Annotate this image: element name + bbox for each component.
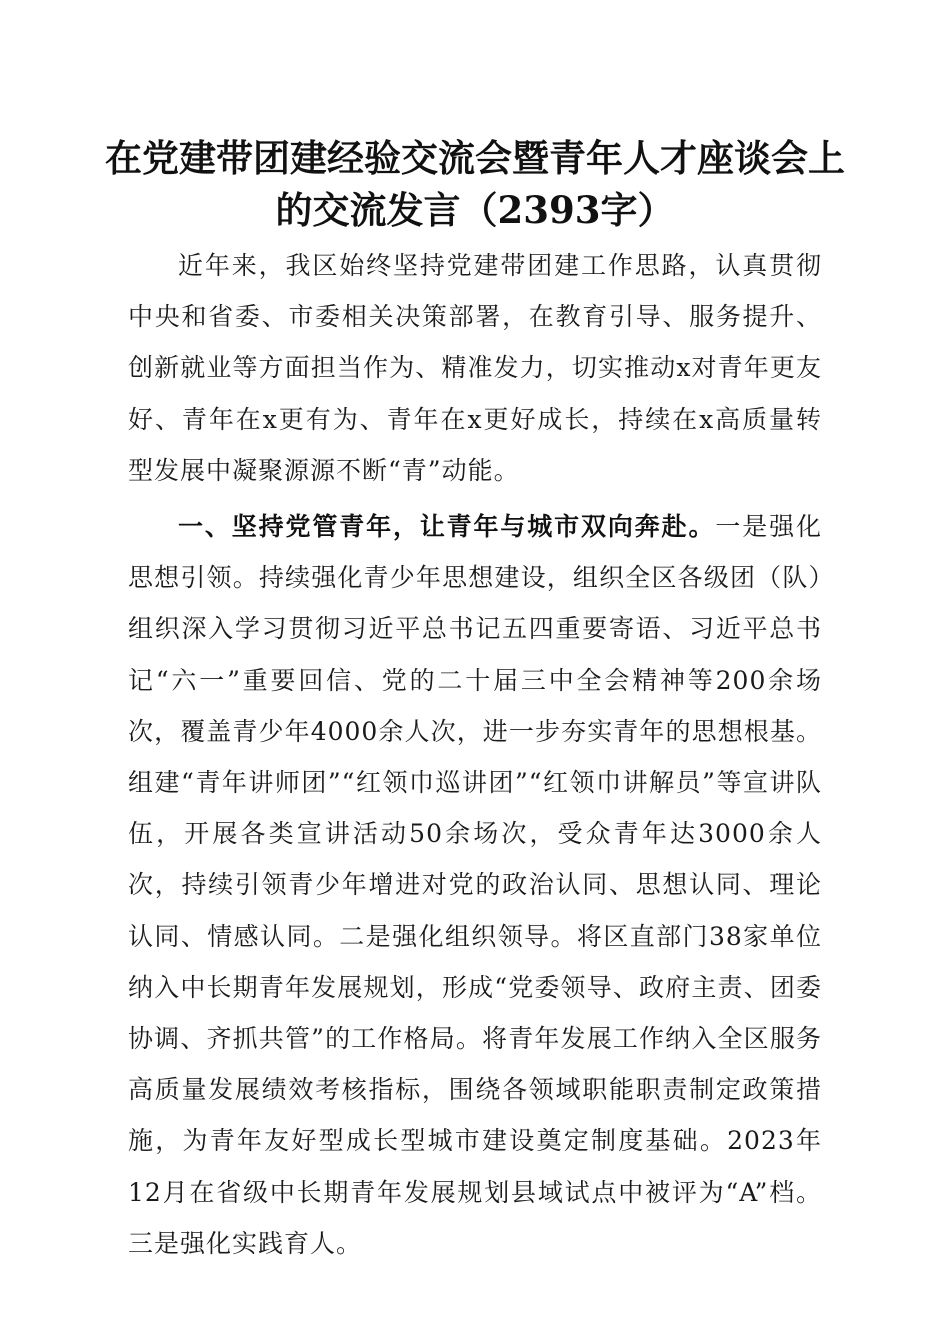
section-one-text: 一是强化思想引领。持续强化青少年思想建设，组织全区各级团（队）组织深入学习贯彻习近平总书记五四重要寄语、习近平总书记“六一”重要回信、党的二十届三中全会精神等200余场次，覆盖青少年4000余人次，进一步夯实青年的思想根基。组建“青年讲师团”“红领巾巡讲团”“红领巾讲解员”等宣讲队伍，开展各类宣讲活动50余场次，受众青年达3000余人次，持续引领青少年增进对党的政治认同、思想认同、理论认同、情感认同。二是强化组织领导。将区直部门38家单位纳入中长期青年发展规划，形成“党委领导、政府主责、团委协调、齐抓共管”的工作格局。将青年发展工作纳入全区服务高质量发展绩效考核指标，围绕各领域职能职责制定政策措施，为青年友好型成长型城市建设奠定制度基础。2023年12月在省级中长期青年发展规划县域试点中被评为“A”档。三是强化实践育人。 <box>128 512 822 1258</box>
document-title: 在党建带团建经验交流会暨青年人才座谈会上的交流发言（2393字） <box>105 136 845 232</box>
section-one-paragraph <box>128 501 822 1269</box>
intro-paragraph <box>128 240 822 496</box>
intro-paragraph-text: 近年来，我区始终坚持党建带团建工作思路，认真贯彻中央和省委、市委相关决策部署，在教育引导、服务提升、创新就业等方面担当作为、精准发力，切实推动x对青年更友好、青年在x更有为、青年在x更好成长，持续在x高质量转型发展中凝聚源源不断“青”动能。 <box>128 251 822 485</box>
document-body <box>128 240 822 1269</box>
section-one-heading: 一、坚持党管青年，让青年与城市双向奔赴。 <box>178 512 716 542</box>
